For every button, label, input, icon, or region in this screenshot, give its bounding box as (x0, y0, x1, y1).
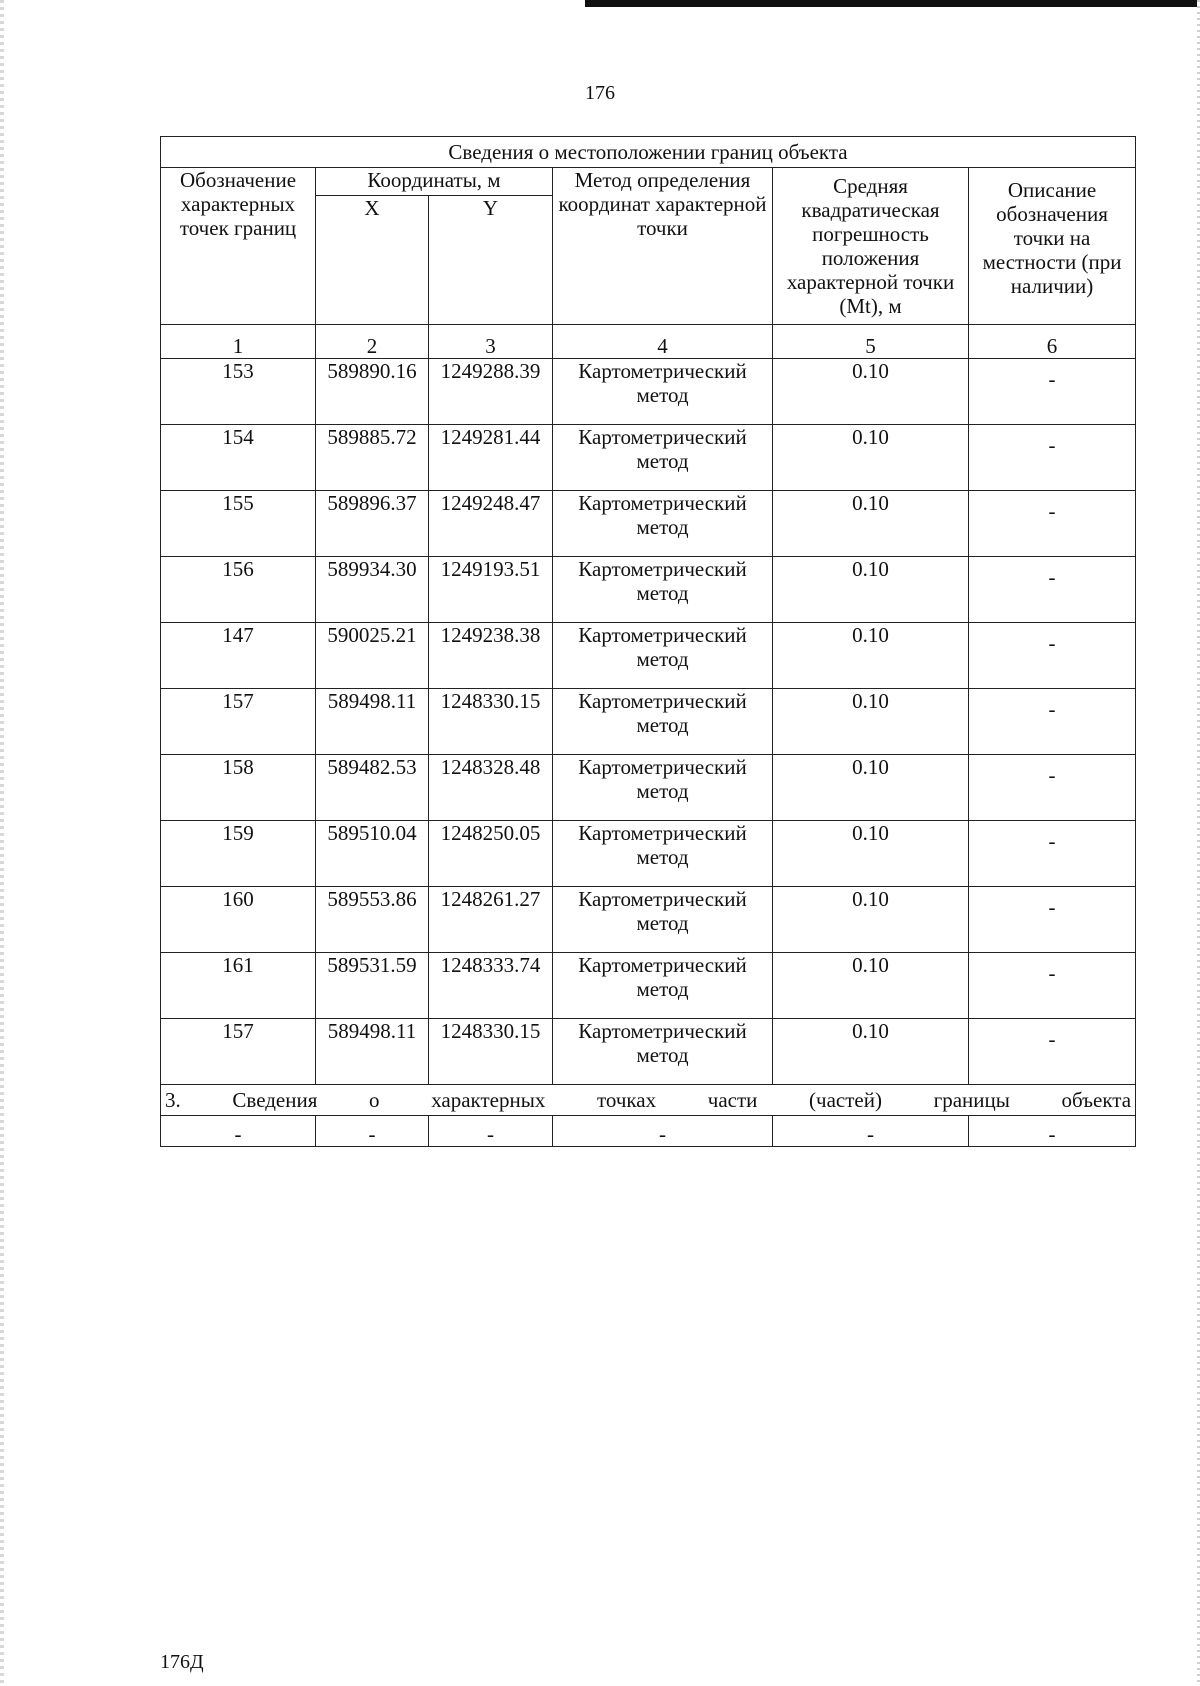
accuracy-cell: 0.10 (773, 887, 969, 953)
point-cell: 156 (161, 557, 316, 623)
accuracy-cell: 0.10 (773, 491, 969, 557)
method-cell: Картометрический метод (553, 821, 773, 887)
header-description: Описание обозначения точки на местности (при наличии) (969, 168, 1136, 325)
section3-cell: - (553, 1116, 773, 1147)
scan-edge-left (0, 0, 4, 1686)
section3 (161, 1085, 1136, 1147)
method-cell: Картометрический метод (553, 755, 773, 821)
column-number-row (161, 325, 1136, 359)
description-cell: - (969, 425, 1136, 491)
header-x: X (316, 196, 429, 325)
table-row (161, 557, 1136, 623)
section3-row (161, 1116, 1136, 1147)
x-cell: 589498.11 (316, 1019, 429, 1085)
accuracy-cell: 0.10 (773, 821, 969, 887)
column-number: 5 (773, 325, 969, 359)
point-cell: 157 (161, 1019, 316, 1085)
point-cell: 153 (161, 359, 316, 425)
point-cell: 161 (161, 953, 316, 1019)
section3-cell: - (161, 1116, 316, 1147)
top-rule (585, 0, 1200, 7)
table-row (161, 821, 1136, 887)
table-row (161, 1019, 1136, 1085)
method-cell: Картометрический метод (553, 887, 773, 953)
table-body (161, 359, 1136, 1085)
footer-code: 176Д (160, 1651, 204, 1673)
point-cell: 154 (161, 425, 316, 491)
y-cell: 1248250.05 (429, 821, 553, 887)
table-row (161, 953, 1136, 1019)
table-title: Сведения о местоположении границ объекта (161, 137, 1136, 168)
header-coordinates: Координаты, м (316, 168, 553, 196)
method-cell: Картометрический метод (553, 425, 773, 491)
page-number: 176 (585, 82, 615, 104)
y-cell: 1249238.38 (429, 623, 553, 689)
table-row (161, 491, 1136, 557)
description-cell: - (969, 623, 1136, 689)
description-cell: - (969, 557, 1136, 623)
method-cell: Картометрический метод (553, 359, 773, 425)
y-cell: 1248328.48 (429, 755, 553, 821)
x-cell: 589890.16 (316, 359, 429, 425)
table-row (161, 425, 1136, 491)
x-cell: 589934.30 (316, 557, 429, 623)
section3-cell: - (773, 1116, 969, 1147)
y-cell: 1248261.27 (429, 887, 553, 953)
column-number: 6 (969, 325, 1136, 359)
description-cell: - (969, 953, 1136, 1019)
accuracy-cell: 0.10 (773, 425, 969, 491)
accuracy-cell: 0.10 (773, 1019, 969, 1085)
x-cell: 589553.86 (316, 887, 429, 953)
description-cell: - (969, 491, 1136, 557)
y-cell: 1248333.74 (429, 953, 553, 1019)
method-cell: Картометрический метод (553, 557, 773, 623)
accuracy-cell: 0.10 (773, 689, 969, 755)
description-cell: - (969, 689, 1136, 755)
x-cell: 589531.59 (316, 953, 429, 1019)
header-point-designation: Обозначение характерных точек границ (161, 168, 316, 325)
table-row (161, 623, 1136, 689)
y-cell: 1248330.15 (429, 1019, 553, 1085)
table-row (161, 887, 1136, 953)
accuracy-cell: 0.10 (773, 557, 969, 623)
section3-cell: - (316, 1116, 429, 1147)
column-number: 1 (161, 325, 316, 359)
y-cell: 1249288.39 (429, 359, 553, 425)
method-cell: Картометрический метод (553, 491, 773, 557)
description-cell: - (969, 887, 1136, 953)
x-cell: 590025.21 (316, 623, 429, 689)
table-row (161, 689, 1136, 755)
header-method: Метод определения координат характерной точки (553, 168, 773, 325)
method-cell: Картометрический метод (553, 623, 773, 689)
x-cell: 589510.04 (316, 821, 429, 887)
method-cell: Картометрический метод (553, 953, 773, 1019)
y-cell: 1249281.44 (429, 425, 553, 491)
description-cell: - (969, 821, 1136, 887)
table-head (161, 137, 1136, 359)
y-cell: 1248330.15 (429, 689, 553, 755)
point-cell: 160 (161, 887, 316, 953)
section3-cell: - (429, 1116, 553, 1147)
y-cell: 1249248.47 (429, 491, 553, 557)
point-cell: 157 (161, 689, 316, 755)
header-accuracy: Средняя квадратическая погрешность положения характерной точки (Mt), м (773, 168, 969, 325)
point-cell: 158 (161, 755, 316, 821)
column-number: 2 (316, 325, 429, 359)
table-row (161, 755, 1136, 821)
description-cell: - (969, 359, 1136, 425)
x-cell: 589885.72 (316, 425, 429, 491)
boundary-table (160, 136, 1136, 1147)
accuracy-cell: 0.10 (773, 359, 969, 425)
point-cell: 159 (161, 821, 316, 887)
y-cell: 1249193.51 (429, 557, 553, 623)
description-cell: - (969, 1019, 1136, 1085)
x-cell: 589482.53 (316, 755, 429, 821)
header-y: Y (429, 196, 553, 325)
point-cell: 147 (161, 623, 316, 689)
column-number: 4 (553, 325, 773, 359)
accuracy-cell: 0.10 (773, 755, 969, 821)
point-cell: 155 (161, 491, 316, 557)
column-number: 3 (429, 325, 553, 359)
x-cell: 589896.37 (316, 491, 429, 557)
description-cell: - (969, 755, 1136, 821)
method-cell: Картометрический метод (553, 689, 773, 755)
accuracy-cell: 0.10 (773, 623, 969, 689)
section3-cell: - (969, 1116, 1136, 1147)
method-cell: Картометрический метод (553, 1019, 773, 1085)
accuracy-cell: 0.10 (773, 953, 969, 1019)
section3-title: 3. Сведения о характерных точках части (частей) границы объекта (161, 1085, 1136, 1116)
x-cell: 589498.11 (316, 689, 429, 755)
table-row (161, 359, 1136, 425)
